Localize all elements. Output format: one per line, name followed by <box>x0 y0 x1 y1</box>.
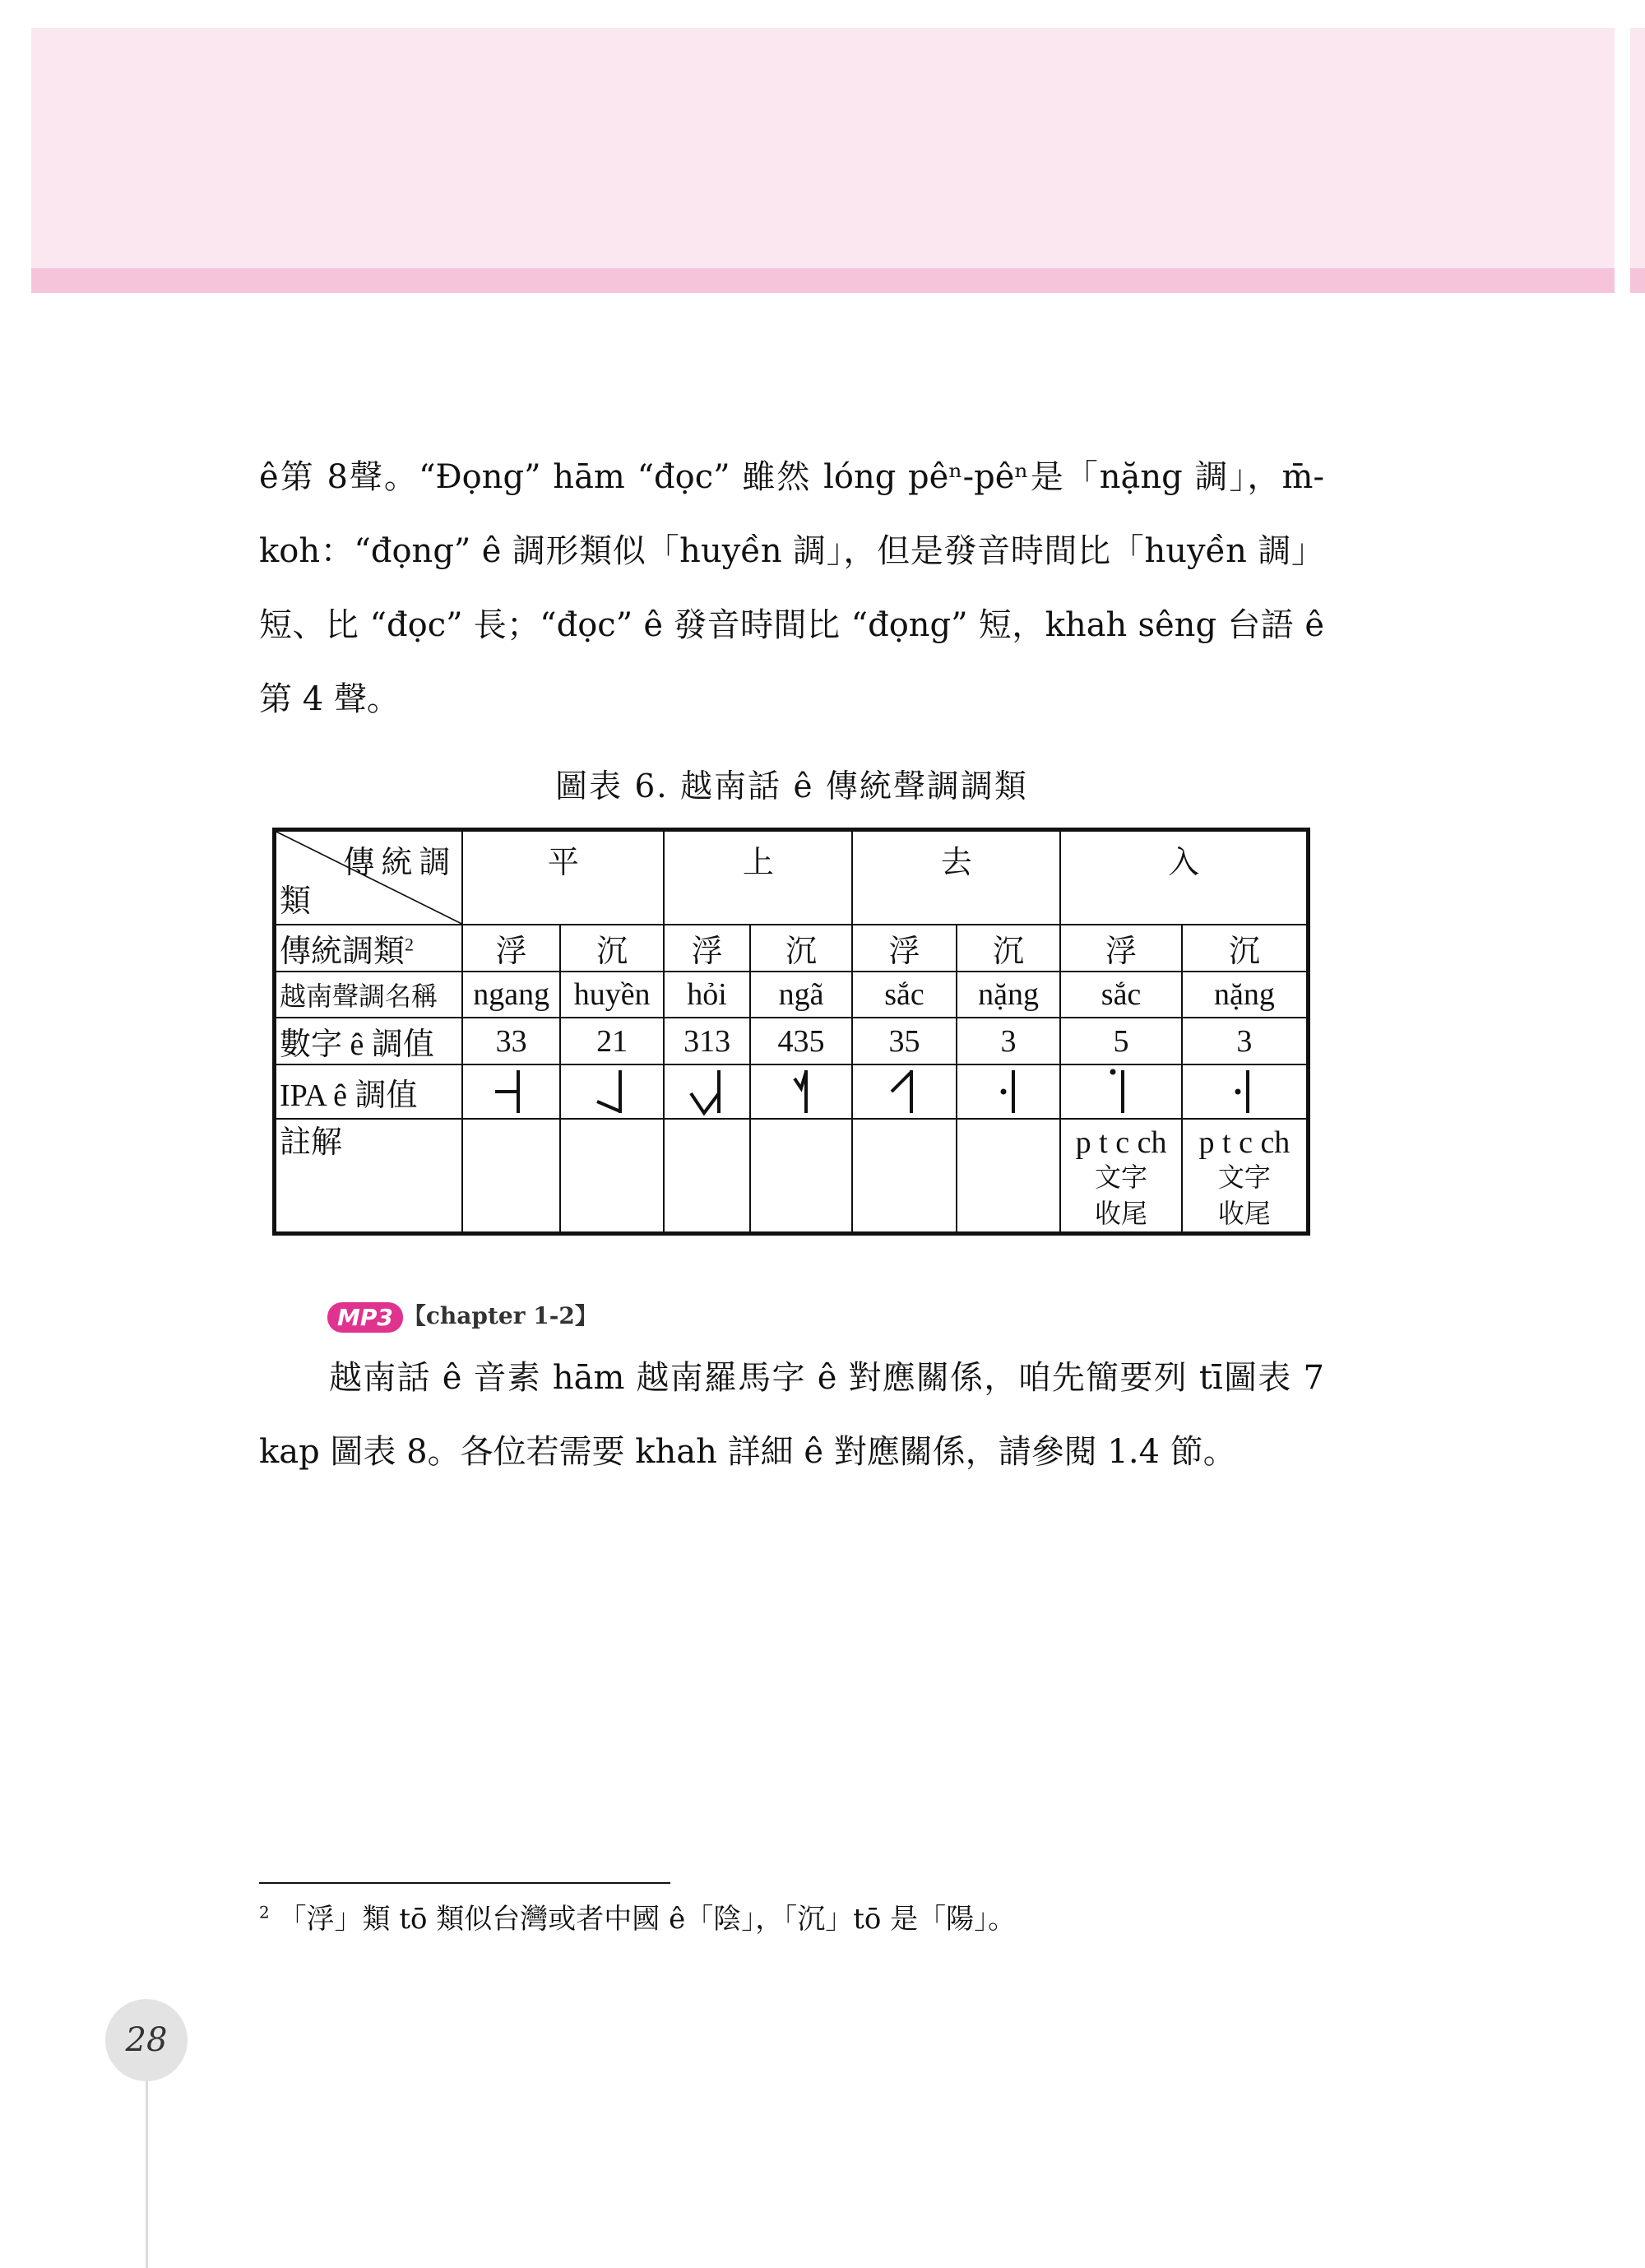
body-paragraph-2: 越南話 ê 音素 hām 越南羅馬字 ê 對應關係，咱先簡要列 tī圖表 7 kap 圖表 8。各位若需要 khah 詳細 ê 對應關係，請參閱 1.4 節。 <box>259 1359 1324 1471</box>
group-header: 入 <box>1060 830 1308 925</box>
header-stripe <box>31 268 1615 293</box>
corner-top-label: 傳統調 <box>343 846 457 880</box>
tone-33-icon <box>487 1067 536 1116</box>
ipa-cell <box>560 1064 665 1119</box>
ipa-cell <box>750 1064 852 1119</box>
tone-435-icon <box>776 1067 826 1116</box>
tone-3-short-icon <box>984 1067 1033 1116</box>
footnote-divider <box>259 1882 670 1884</box>
note-line: 文字 <box>1095 1162 1148 1192</box>
ipa-cell <box>957 1064 1061 1119</box>
ipa-cell <box>1060 1064 1182 1119</box>
table-cell: nặng <box>957 972 1061 1018</box>
note-line: 文字 <box>1217 1162 1271 1192</box>
footnote-number: 2 <box>259 1902 270 1922</box>
table-cell <box>852 1119 957 1234</box>
table-cell: nặng <box>1182 972 1309 1018</box>
note-cell-col7 <box>1060 1119 1182 1234</box>
tone-35-icon <box>880 1067 929 1116</box>
table-cell: 沉 <box>560 925 665 972</box>
row-label-ipa: IPA ê 調值 <box>275 1064 463 1119</box>
table-cell: 3 <box>957 1018 1061 1064</box>
table-cell: 21 <box>560 1018 665 1064</box>
table-cell: 浮 <box>664 925 749 972</box>
ipa-cell <box>852 1064 957 1119</box>
table-cell: sắc <box>1060 972 1182 1018</box>
tone-21-icon <box>587 1067 637 1116</box>
table-cell: 313 <box>664 1018 749 1064</box>
body-paragraph-1: ê第 8聲。“Đọng” hām “đọc” 雖然 lóng pêⁿ-pêⁿ是「nặng 調」，m̄-koh：“đọng” ê 調形類似「huyền 調」，但是發音時間比「huyền 調」短、比 “đọc” 長；“đọc” ê 發音時間比 “đọng” 短，khah sêng 台語 ê 第 4 聲。 <box>259 458 1324 718</box>
table-cell: ngang <box>462 972 559 1018</box>
table-corner-cell <box>275 830 463 925</box>
mp3-icon[interactable]: MP3 <box>327 1302 403 1333</box>
table-cell: 沉 <box>750 925 852 972</box>
tone-table <box>272 828 1310 1236</box>
tone-3-short-icon <box>1220 1067 1269 1116</box>
group-header: 平 <box>462 830 664 925</box>
table-cell: huyền <box>560 972 665 1018</box>
table-cell: 浮 <box>1060 925 1182 972</box>
page-number: 28 <box>105 1999 188 2081</box>
row-label-names: 越南聲調名稱 <box>275 972 463 1018</box>
table-cell: hỏi <box>664 972 749 1018</box>
group-header: 上 <box>664 830 852 925</box>
tone-313-icon <box>683 1067 732 1116</box>
header-sidebar-stripe <box>1630 268 1645 293</box>
table-cell: 5 <box>1060 1018 1182 1064</box>
note-cell-col8 <box>1182 1119 1309 1234</box>
table-cell: 沉 <box>957 925 1061 972</box>
table-caption: 圖表 6. 越南話 ê 傳統聲調調類 <box>555 768 1028 805</box>
table-cell: 33 <box>462 1018 559 1064</box>
table-cell: 435 <box>750 1018 852 1064</box>
row-label-notes: 註解 <box>275 1119 463 1234</box>
ipa-cell <box>462 1064 559 1119</box>
tone-5-short-icon <box>1096 1067 1146 1116</box>
row-label-subclass <box>275 925 463 972</box>
ipa-cell <box>1182 1064 1309 1119</box>
table-cell: 浮 <box>462 925 559 972</box>
table-cell <box>750 1119 852 1234</box>
table-cell: 3 <box>1182 1018 1309 1064</box>
note-line: 收尾 <box>1217 1199 1271 1228</box>
row-label-digits: 數字 ê 調值 <box>275 1018 463 1064</box>
audio-chapter-label: 【chapter 1-2】 <box>402 1302 598 1329</box>
note-line: p t c ch <box>1198 1125 1291 1160</box>
table-cell: sắc <box>852 972 957 1018</box>
table-cell <box>560 1119 665 1234</box>
table-cell: 沉 <box>1182 925 1309 972</box>
table-cell: 35 <box>852 1018 957 1064</box>
corner-bottom-label: 類 <box>280 884 312 919</box>
page-margin-line <box>146 2081 148 2268</box>
table-cell <box>664 1119 749 1234</box>
note-line: p t c ch <box>1075 1125 1167 1160</box>
table-cell <box>957 1119 1061 1234</box>
table-cell: ngã <box>750 972 852 1018</box>
row-label-subclass-text: 傳統調類 <box>280 935 405 969</box>
footnote-ref: 2 <box>405 934 415 955</box>
header-sidebar <box>1630 28 1645 293</box>
footnote <box>259 1896 1016 1936</box>
footnote-text: 「浮」類 tō 類似台灣或者中國 ê「陰」，「沉」tō 是「陽」。 <box>278 1903 1017 1936</box>
header-band <box>31 28 1615 268</box>
audio-reference[interactable] <box>327 1298 598 1333</box>
ipa-cell <box>664 1064 749 1119</box>
group-header: 去 <box>852 830 1060 925</box>
note-line: 收尾 <box>1095 1199 1148 1228</box>
table-cell: 浮 <box>852 925 957 972</box>
table-cell <box>462 1119 559 1234</box>
